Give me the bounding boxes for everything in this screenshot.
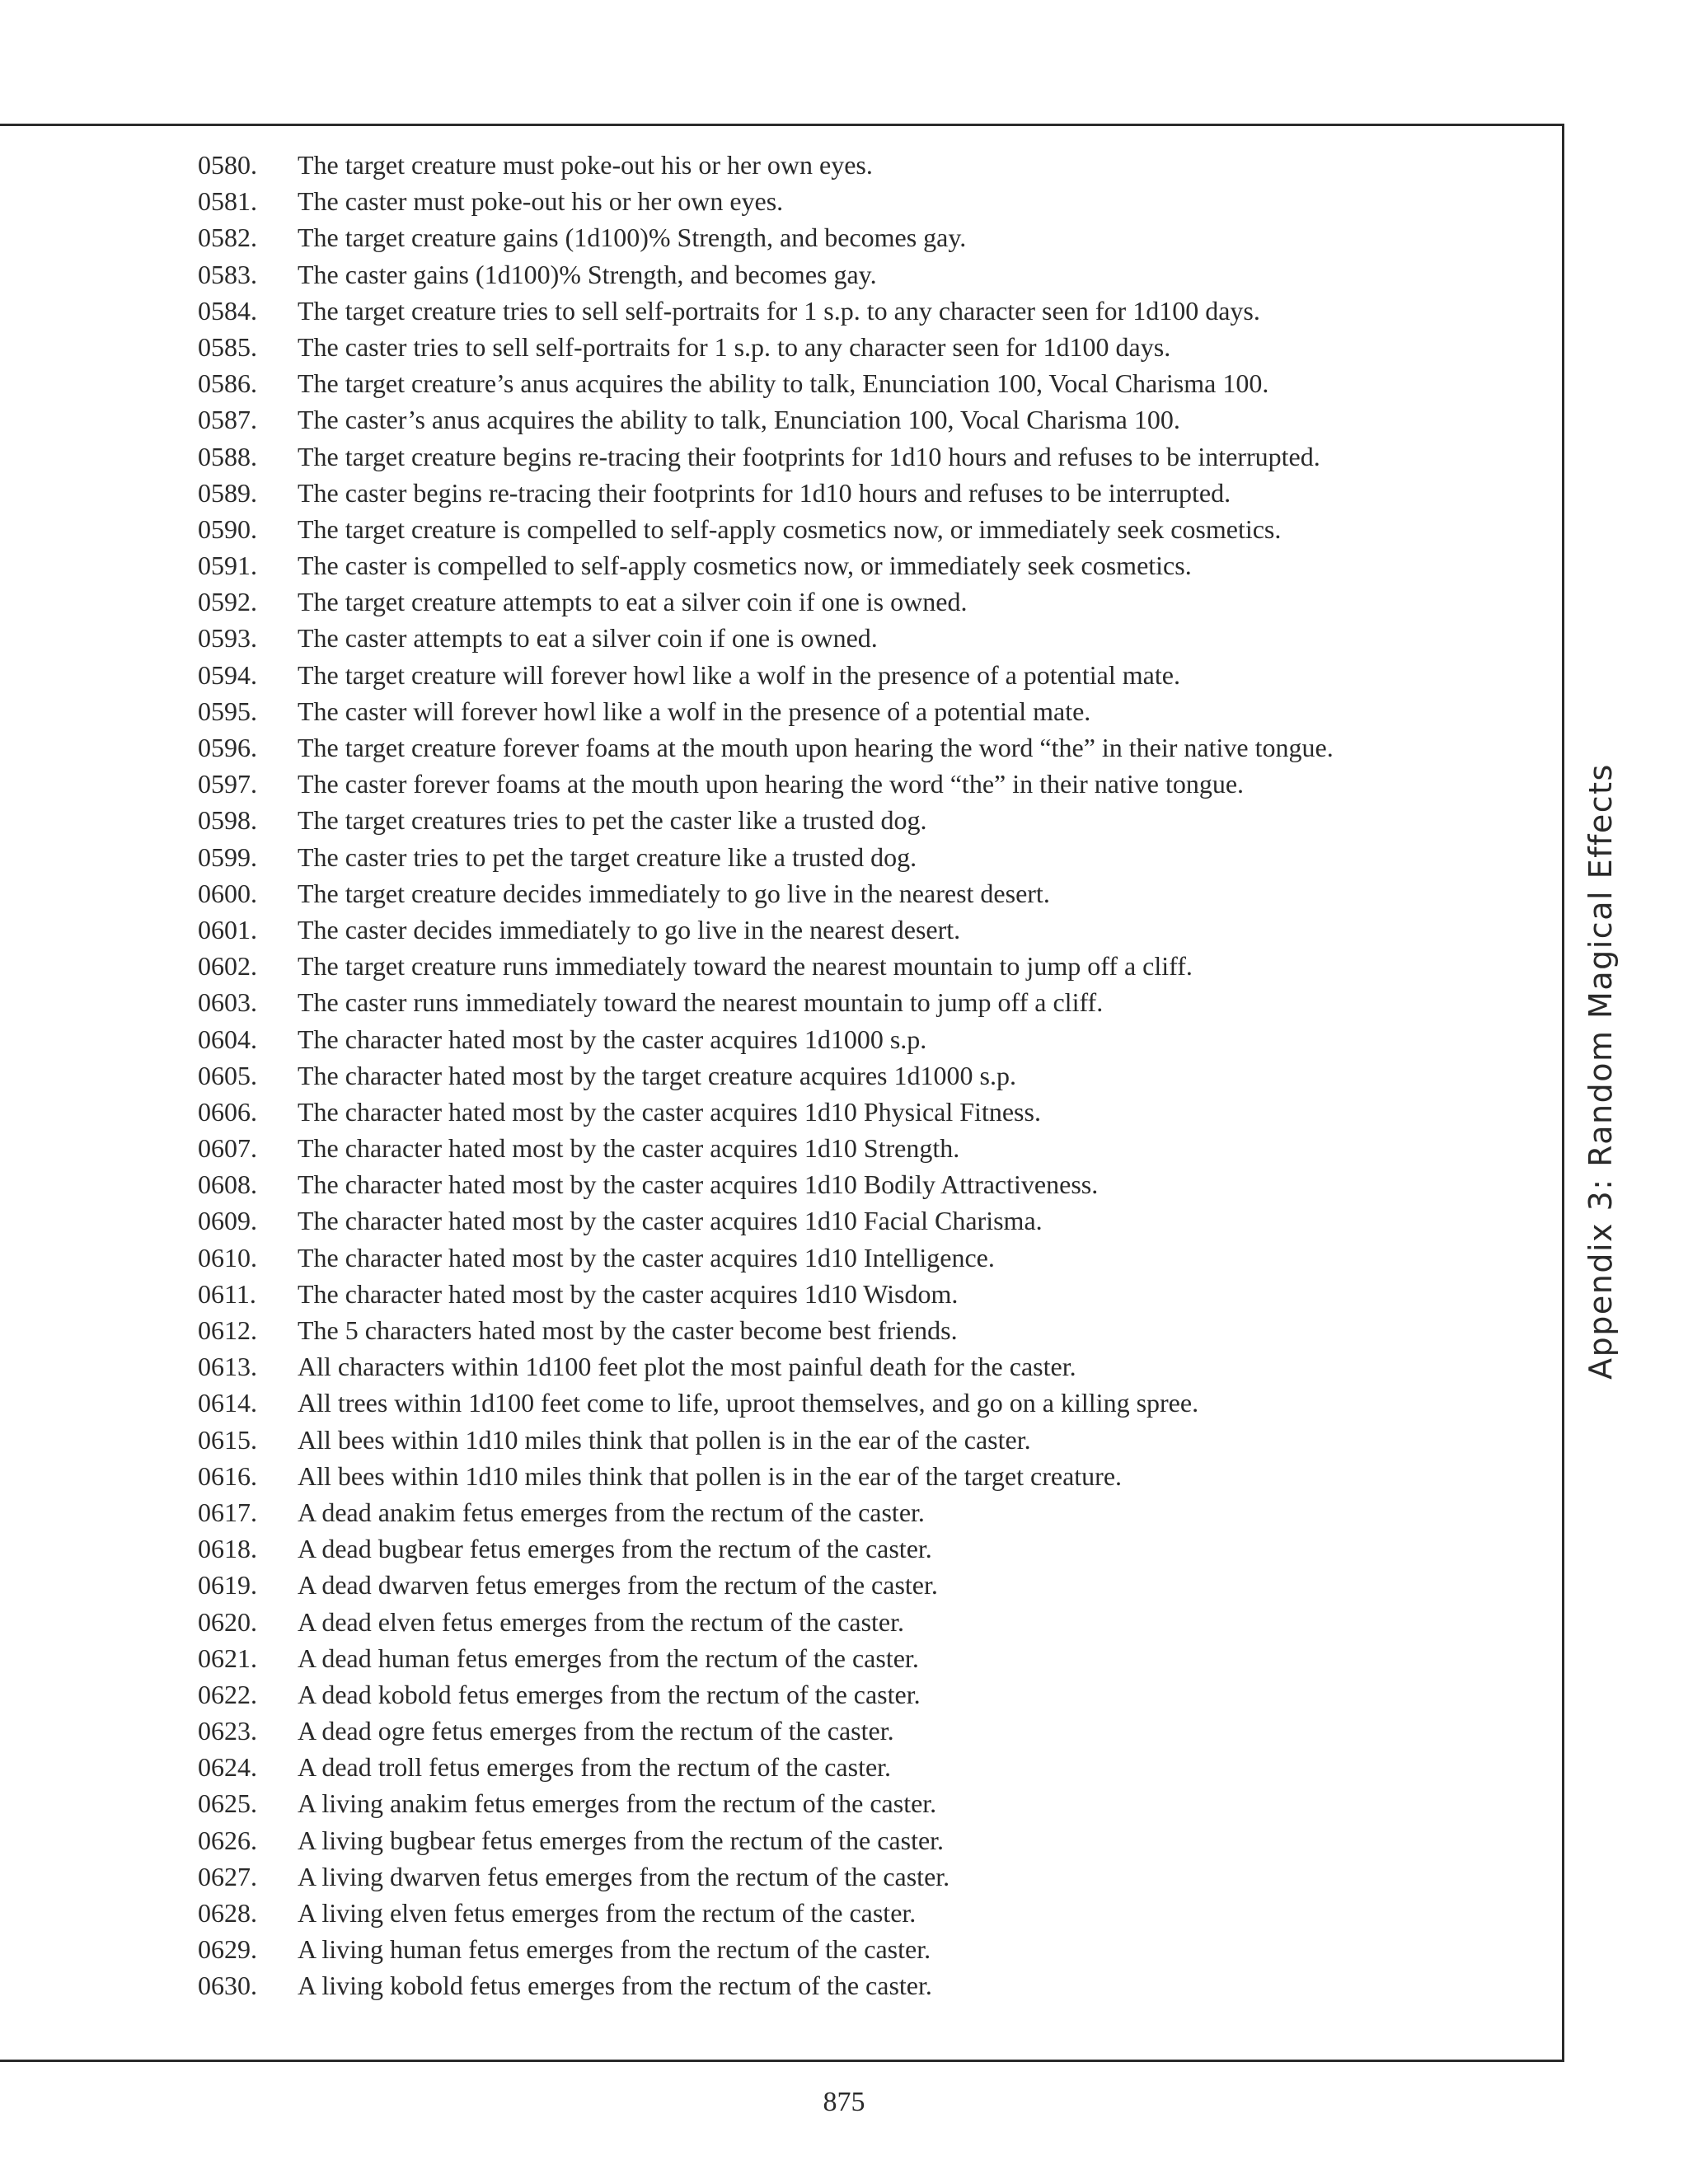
list-item	[198, 511, 1334, 547]
entry-text: A dead troll fetus emerges from the rectum of the caster.	[298, 1752, 892, 1783]
entry-text: The 5 characters hated most by the caster become best friends.	[298, 1315, 958, 1345]
list-item	[198, 219, 1334, 255]
list-item	[198, 1640, 1334, 1676]
entry-text: A living kobold fetus emerges from the rectum of the caster.	[298, 1971, 932, 2001]
entry-text: The target creature begins re-tracing their footprints for 1d10 hours and refuses to be interrupted.	[298, 441, 1320, 471]
entry-number: 0587.	[198, 405, 257, 435]
list-item	[198, 183, 1334, 219]
entry-number: 0600.	[198, 878, 257, 908]
list-item	[198, 147, 1334, 183]
list-item	[198, 620, 1334, 656]
entry-number: 0611.	[198, 1278, 256, 1309]
list-item	[198, 948, 1334, 984]
entry-text: The target creature tries to sell self-portraits for 1 s.p. to any character seen for 1d100 days.	[298, 295, 1260, 326]
entry-text: A living dwarven fetus emerges from the rectum of the caster.	[298, 1861, 950, 1891]
entry-text: A dead ogre fetus emerges from the rectum of the caster.	[298, 1716, 894, 1746]
list-item	[198, 766, 1334, 802]
list-item	[198, 1458, 1334, 1494]
list-item	[198, 1530, 1334, 1567]
entry-text: The caster gains (1d100)% Strength, and becomes gay.	[298, 259, 877, 289]
list-item	[198, 1240, 1334, 1276]
list-item	[198, 1785, 1334, 1821]
entry-number: 0585.	[198, 331, 257, 362]
entry-number: 0628.	[198, 1898, 257, 1928]
entry-number: 0592.	[198, 587, 257, 617]
list-item	[198, 583, 1334, 620]
list-item	[198, 1130, 1334, 1166]
entry-number: 0620.	[198, 1606, 257, 1637]
side-title-text: Appendix 3: Random Magical Effects	[1582, 763, 1619, 1380]
entry-number: 0629.	[198, 1934, 257, 1965]
list-item	[198, 401, 1334, 438]
list-item	[198, 256, 1334, 293]
list-item	[198, 365, 1334, 401]
list-item	[198, 1567, 1334, 1603]
list-item	[198, 1676, 1334, 1713]
list-item	[198, 1385, 1334, 1421]
list-item	[198, 1312, 1334, 1348]
entry-text: The caster must poke-out his or her own eyes.	[298, 186, 784, 217]
entry-text: The caster tries to sell self-portraits for 1 s.p. to any character seen for 1d100 days.	[298, 331, 1171, 362]
entry-text: The target creature gains (1d100)% Strength, and becomes gay.	[298, 223, 967, 253]
list-item	[198, 1057, 1334, 1094]
entry-text: The caster tries to pet the target creature like a trusted dog.	[298, 841, 917, 872]
entry-text: The target creature will forever howl like a wolf in the presence of a potential mate.	[298, 659, 1180, 690]
entry-text: The target creature must poke-out his or her own eyes.	[298, 150, 873, 180]
entry-number: 0608.	[198, 1169, 257, 1200]
entry-text: The caster will forever howl like a wolf in the presence of a potential mate.	[298, 696, 1091, 726]
list-item	[198, 475, 1334, 511]
entry-number: 0582.	[198, 223, 257, 253]
list-item	[198, 693, 1334, 729]
entry-text: All bees within 1d10 miles think that pollen is in the ear of the caster.	[298, 1424, 1031, 1455]
entry-number: 0630.	[198, 1971, 257, 2001]
entry-number: 0602.	[198, 951, 257, 982]
entry-text: The character hated most by the caster acquires 1d10 Wisdom.	[298, 1278, 959, 1309]
entry-number: 0598.	[198, 805, 257, 836]
list-item	[198, 1604, 1334, 1640]
list-item	[198, 1348, 1334, 1385]
entry-text: The character hated most by the caster acquires 1d10 Intelligence.	[298, 1242, 995, 1272]
entry-number: 0621.	[198, 1643, 257, 1673]
list-item	[198, 1967, 1334, 2004]
entry-text: A dead kobold fetus emerges from the rectum of the caster.	[298, 1679, 921, 1709]
list-item	[198, 438, 1334, 475]
list-item	[198, 875, 1334, 912]
entry-number: 0594.	[198, 659, 257, 690]
entry-text: A dead elven fetus emerges from the rectum of the caster.	[298, 1606, 905, 1637]
entry-text: The character hated most by the caster acquires 1d10 Facial Charisma.	[298, 1206, 1043, 1236]
entry-text: The target creature’s anus acquires the ability to talk, Enunciation 100, Vocal Charisma 100.	[298, 368, 1269, 399]
entry-text: The target creatures tries to pet the caster like a trusted dog.	[298, 805, 927, 836]
entry-text: The caster decides immediately to go live in the nearest desert.	[298, 914, 961, 944]
list-item	[198, 547, 1334, 583]
entry-number: 0615.	[198, 1424, 257, 1455]
entry-number: 0607.	[198, 1133, 257, 1164]
entry-number: 0617.	[198, 1497, 257, 1527]
list-item	[198, 839, 1334, 875]
entry-number: 0588.	[198, 441, 257, 471]
entry-text: The character hated most by the caster acquires 1d1000 s.p.	[298, 1024, 927, 1054]
entry-number: 0612.	[198, 1315, 257, 1345]
entry-text: The target creature attempts to eat a silver coin if one is owned.	[298, 587, 968, 617]
list-item	[198, 729, 1334, 766]
entry-number: 0610.	[198, 1242, 257, 1272]
entry-number: 0619.	[198, 1570, 257, 1601]
entry-number: 0613.	[198, 1352, 257, 1382]
list-item	[198, 1858, 1334, 1895]
entry-text: The character hated most by the caster acquires 1d10 Strength.	[298, 1133, 960, 1164]
entry-number: 0593.	[198, 623, 257, 654]
list-item	[198, 329, 1334, 365]
entry-number: 0614.	[198, 1388, 257, 1418]
entry-text: A dead bugbear fetus emerges from the rectum of the caster.	[298, 1534, 932, 1564]
entry-text: The caster begins re-tracing their footprints for 1d10 hours and refuses to be interrupted.	[298, 477, 1231, 508]
list-item	[198, 1021, 1334, 1057]
entry-number: 0623.	[198, 1716, 257, 1746]
entry-number: 0625.	[198, 1788, 257, 1819]
entry-number: 0591.	[198, 551, 257, 581]
list-item	[198, 984, 1334, 1020]
entry-number: 0590.	[198, 513, 257, 544]
entry-number: 0595.	[198, 696, 257, 726]
entry-text: A living human fetus emerges from the rectum of the caster.	[298, 1934, 931, 1965]
entry-number: 0627.	[198, 1861, 257, 1891]
list-item	[198, 1166, 1334, 1202]
entry-text: The caster attempts to eat a silver coin if one is owned.	[298, 623, 878, 654]
list-item	[198, 1094, 1334, 1130]
entry-number: 0603.	[198, 987, 257, 1018]
list-item	[198, 293, 1334, 329]
entry-text: The character hated most by the caster acquires 1d10 Bodily Attractiveness.	[298, 1169, 1099, 1200]
entry-number: 0626.	[198, 1825, 257, 1855]
entry-text: The caster runs immediately toward the nearest mountain to jump off a cliff.	[298, 987, 1104, 1018]
effects-list	[198, 147, 1334, 2004]
list-item	[198, 1895, 1334, 1931]
entry-text: The character hated most by the caster acquires 1d10 Physical Fitness.	[298, 1096, 1041, 1127]
entry-number: 0596.	[198, 733, 257, 762]
entry-number: 0618.	[198, 1534, 257, 1564]
list-item	[198, 1749, 1334, 1785]
page-number: 875	[823, 2087, 865, 2117]
entry-number: 0606.	[198, 1096, 257, 1127]
entry-text: A living elven fetus emerges from the rectum of the caster.	[298, 1898, 917, 1928]
list-item	[198, 1931, 1334, 1967]
list-item	[198, 802, 1334, 838]
entry-text: The character hated most by the target creature acquires 1d1000 s.p.	[298, 1060, 1016, 1090]
entry-text: A living bugbear fetus emerges from the rectum of the caster.	[298, 1825, 945, 1855]
entry-text: The target creature forever foams at the mouth upon hearing the word “the” in their native tongue.	[298, 733, 1334, 762]
entry-number: 0601.	[198, 914, 257, 944]
entry-text: All trees within 1d100 feet come to life, uproot themselves, and go on a killing spree.	[298, 1388, 1199, 1418]
entry-text: A dead anakim fetus emerges from the rectum of the caster.	[298, 1497, 925, 1527]
entry-number: 0605.	[198, 1060, 257, 1090]
entry-number: 0589.	[198, 477, 257, 508]
entry-number: 0597.	[198, 769, 257, 799]
list-item	[198, 1276, 1334, 1312]
entry-text: The caster is compelled to self-apply cosmetics now, or immediately seek cosmetics.	[298, 551, 1192, 581]
entry-number: 0583.	[198, 259, 257, 289]
list-item	[198, 1822, 1334, 1858]
list-item	[198, 1713, 1334, 1749]
entry-number: 0622.	[198, 1679, 257, 1709]
entry-number: 0624.	[198, 1752, 257, 1783]
list-item	[198, 1422, 1334, 1458]
entry-number: 0599.	[198, 841, 257, 872]
entry-number: 0609.	[198, 1206, 257, 1236]
entry-text: All bees within 1d10 miles think that pollen is in the ear of the target creature.	[298, 1460, 1123, 1491]
entry-number: 0616.	[198, 1460, 257, 1491]
list-item	[198, 1494, 1334, 1530]
list-item	[198, 657, 1334, 693]
entry-text: The caster forever foams at the mouth upon hearing the word “the” in their native tongue.	[298, 769, 1245, 799]
entry-text: All characters within 1d100 feet plot the most painful death for the caster.	[298, 1352, 1076, 1382]
entry-text: The caster’s anus acquires the ability to talk, Enunciation 100, Vocal Charisma 100.	[298, 405, 1180, 435]
list-item	[198, 1202, 1334, 1239]
entry-text: A dead dwarven fetus emerges from the rectum of the caster.	[298, 1570, 938, 1601]
entry-number: 0584.	[198, 295, 257, 326]
entry-text: A dead human fetus emerges from the rectum of the caster.	[298, 1643, 919, 1673]
entry-number: 0580.	[198, 150, 257, 180]
list-item	[198, 912, 1334, 948]
entry-number: 0586.	[198, 368, 257, 399]
entry-text: The target creature is compelled to self-apply cosmetics now, or immediately seek cosmetics.	[298, 513, 1282, 544]
entry-text: The target creature runs immediately toward the nearest mountain to jump off a cliff.	[298, 951, 1193, 982]
entry-text: A living anakim fetus emerges from the rectum of the caster.	[298, 1788, 937, 1819]
entry-number: 0604.	[198, 1024, 257, 1054]
entry-number: 0581.	[198, 186, 257, 217]
entry-text: The target creature decides immediately to go live in the nearest desert.	[298, 878, 1050, 908]
